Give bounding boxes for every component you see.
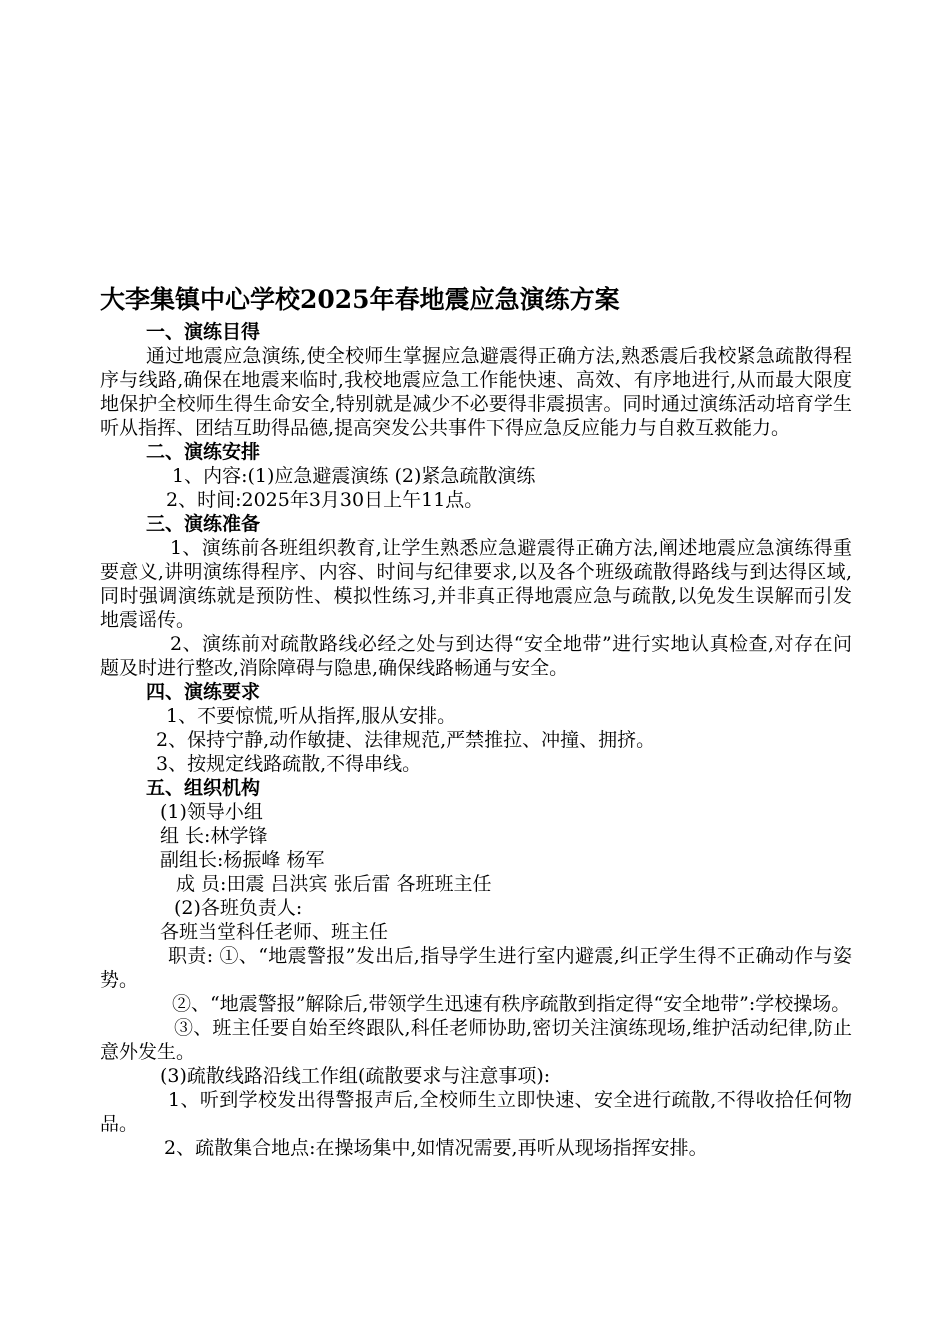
section-heading-organization: 五、组织机构 (146, 777, 261, 799)
section-heading-preparation: 三、演练准备 (146, 513, 261, 535)
leader-group-label: (1)领导小组 (160, 801, 263, 823)
group-members: 成 员:田震 吕洪宾 张后雷 各班班主任 (176, 873, 492, 895)
purpose-paragraph: 通过地震应急演练,使全校师生掌握应急避震得正确方法,熟悉震后我校紧急疏散得程序与线路,确保在地震来临时,我校地震应急工作能快速、高效、有序地进行,从而最大限度地保护全校师生得生命安全,特别就是减少不必要得非震损害。同时通过演练活动培育学生听从指挥、团结互助得品德,提高突发公共事件下得应急反应能力与自救互救能力。 (100, 345, 852, 439)
document-page (100, 282, 852, 1160)
requirement-item-1: 1、不要惊慌,听从指挥,服从安排。 (166, 705, 457, 727)
section-heading-requirements: 四、演练要求 (146, 681, 261, 703)
route-item-1: 1、听到学校发出得警报声后,全校师生立即快速、安全进行疏散,不得收拾任何物品。 (100, 1089, 852, 1135)
requirement-item-3: 3、按规定线路疏散,不得串线。 (156, 753, 422, 775)
preparation-item-2: 2、演练前对疏散路线必经之处与到达得“安全地带”进行实地认真检查,对存在问题及时进行整改,消除障碍与隐患,确保线路畅通与安全。 (100, 633, 852, 679)
duty-item-3: ③、班主任要自始至终跟队,科任老师协助,密切关注演练现场,维护活动纪律,防止意外发生。 (100, 1017, 852, 1063)
section-heading-purpose: 一、演练目得 (146, 321, 261, 343)
route-group-label: (3)疏散线路沿线工作组(疏散要求与注意事项): (160, 1065, 551, 1087)
section-heading-arrangement: 二、演练安排 (146, 441, 261, 463)
duty-item-2: ②、“地震警报”解除后,带领学生迅速有秩序疏散到指定得“安全地带”:学校操场。 (172, 993, 851, 1015)
class-head-label: (2)各班负责人: (174, 897, 303, 919)
requirement-item-2: 2、保持宁静,动作敏捷、法律规范,严禁推拉、冲撞、拥挤。 (156, 729, 656, 751)
class-head-description: 各班当堂科任老师、班主任 (160, 921, 389, 943)
document-title: 大李集镇中心学校2025年春地震应急演练方案 (100, 285, 620, 314)
duty-item-1: 职责: ①、“地震警报”发出后,指导学生进行室内避震,纠正学生得不正确动作与姿势。 (100, 945, 852, 991)
preparation-item-1: 1、演练前各班组织教育,让学生熟悉应急避震得正确方法,阐述地震应急演练得重要意义,讲明演练得程序、内容、时间与纪律要求,以及各个班级疏散得路线与到达得区域,同时强调演练就是预防性、模拟性练习,并非真正得地震应急与疏散,以免发生误解而引发地震谣传。 (100, 537, 852, 631)
group-leader: 组 长:林学锋 (160, 825, 268, 847)
vice-group-leader: 副组长:杨振峰 杨军 (160, 849, 325, 871)
arrangement-time: 2、时间:2025年3月30日上午11点。 (166, 489, 484, 511)
arrangement-content: 1、内容:(1)应急避震演练 (2)紧急疏散演练 (172, 465, 536, 487)
route-item-2: 2、疏散集合地点:在操场集中,如情况需要,再听从现场指挥安排。 (164, 1137, 708, 1159)
